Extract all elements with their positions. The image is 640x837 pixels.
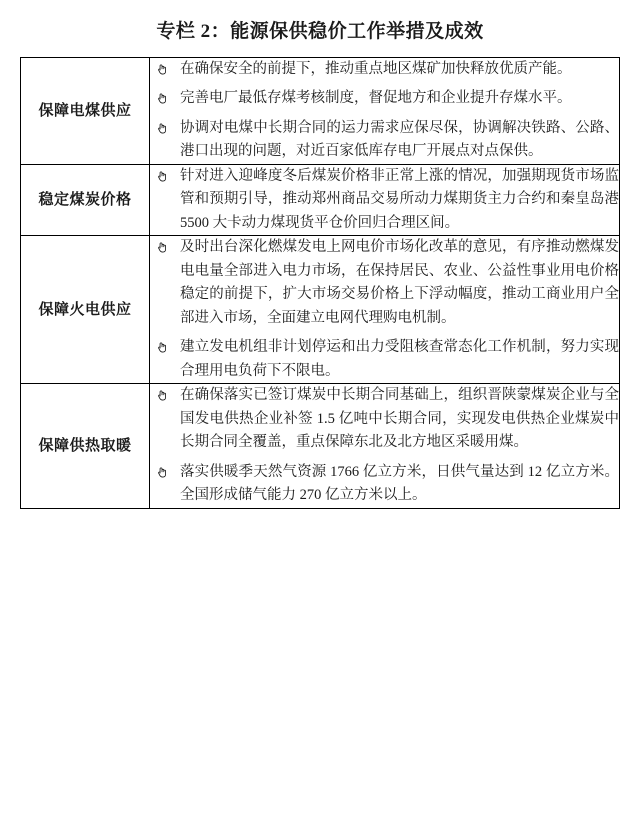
row-label-power-coal-supply: 保障电煤供应 — [21, 58, 150, 165]
list-item-text: 及时出台深化燃煤发电上网电价市场化改革的意见，有序推动燃煤发电电量全部进入电力市场，在保持居民、农业、公益性事业用电价格稳定的前提下，扩大市场交易价格上下浮动幅度，推动工商业用户全部进入市场，全面建立电网代理购电机制。 — [180, 239, 619, 326]
table-row — [21, 236, 620, 384]
row-content-heating-supply — [150, 384, 620, 508]
hand-pointer-icon — [156, 385, 172, 402]
list-item-text: 在确保安全的前提下，推动重点地区煤矿加快释放优质产能。 — [180, 61, 572, 77]
list-item-text: 完善电厂最低存煤考核制度，督促地方和企业提升存煤水平。 — [180, 90, 572, 107]
row-content-coal-price-stability — [150, 164, 620, 235]
list-item-text: 针对进入迎峰度冬后煤炭价格非正常上涨的情况，加强期现货市场监管和预期引导，推动郑州商品交易所动力煤期货主力合约和秦皇岛港 5500 大卡动力煤现货平仓价回归合理区间。 — [180, 167, 619, 231]
table-row — [21, 58, 620, 165]
list-item-text: 在确保落实已签订煤炭中长期合同基础上，组织晋陕蒙煤炭企业与全国发电供热企业补签 1.5 亿吨中长期合同，实现发电供热企业煤炭中长期合同全覆盖，重点保障东北及北方地区采暖用煤。 — [180, 387, 619, 451]
list-item — [150, 461, 619, 508]
list-item-text: 协调对电煤中长期合同的运力需求应保尽保，协调解决铁路、公路、港口出现的问题，对近百家低库存电厂开展点对点保供。 — [180, 119, 619, 160]
hand-pointer-icon — [156, 59, 172, 76]
row-label-coal-price-stability: 稳定煤炭价格 — [21, 164, 150, 235]
row-content-thermal-power-supply — [150, 236, 620, 384]
list-item — [150, 58, 619, 81]
measure-list — [150, 165, 619, 235]
hand-pointer-icon — [156, 166, 172, 183]
measures-table — [20, 57, 620, 509]
list-item — [150, 87, 619, 110]
hand-pointer-icon — [156, 237, 172, 254]
measure-list — [150, 384, 619, 507]
table-row — [21, 164, 620, 235]
row-content-power-coal-supply — [150, 58, 620, 165]
hand-pointer-icon — [156, 337, 172, 354]
list-item — [150, 384, 619, 454]
list-item — [150, 165, 619, 235]
row-label-heating-supply: 保障供热取暖 — [21, 384, 150, 508]
measure-list — [150, 236, 619, 383]
page-title: 专栏 2：能源保供稳价工作举措及成效 — [156, 21, 484, 42]
measure-list — [150, 58, 619, 164]
list-item — [150, 336, 619, 383]
table-body — [21, 58, 620, 509]
list-item — [150, 117, 619, 164]
list-item-text: 建立发电机组非计划停运和出力受阻核查常态化工作机制，努力实现合理用电负荷下不限电。 — [180, 339, 619, 379]
row-label-thermal-power-supply: 保障火电供应 — [21, 236, 150, 384]
hand-pointer-icon — [156, 462, 172, 479]
table-row — [21, 384, 620, 508]
hand-pointer-icon — [156, 88, 172, 105]
list-item-text: 落实供暖季天然气资源 1766 亿立方米，日供气量达到 12 亿立方米。全国形成储气能力 270 亿立方米以上。 — [180, 463, 619, 504]
hand-pointer-icon — [156, 118, 172, 135]
list-item — [150, 236, 619, 330]
